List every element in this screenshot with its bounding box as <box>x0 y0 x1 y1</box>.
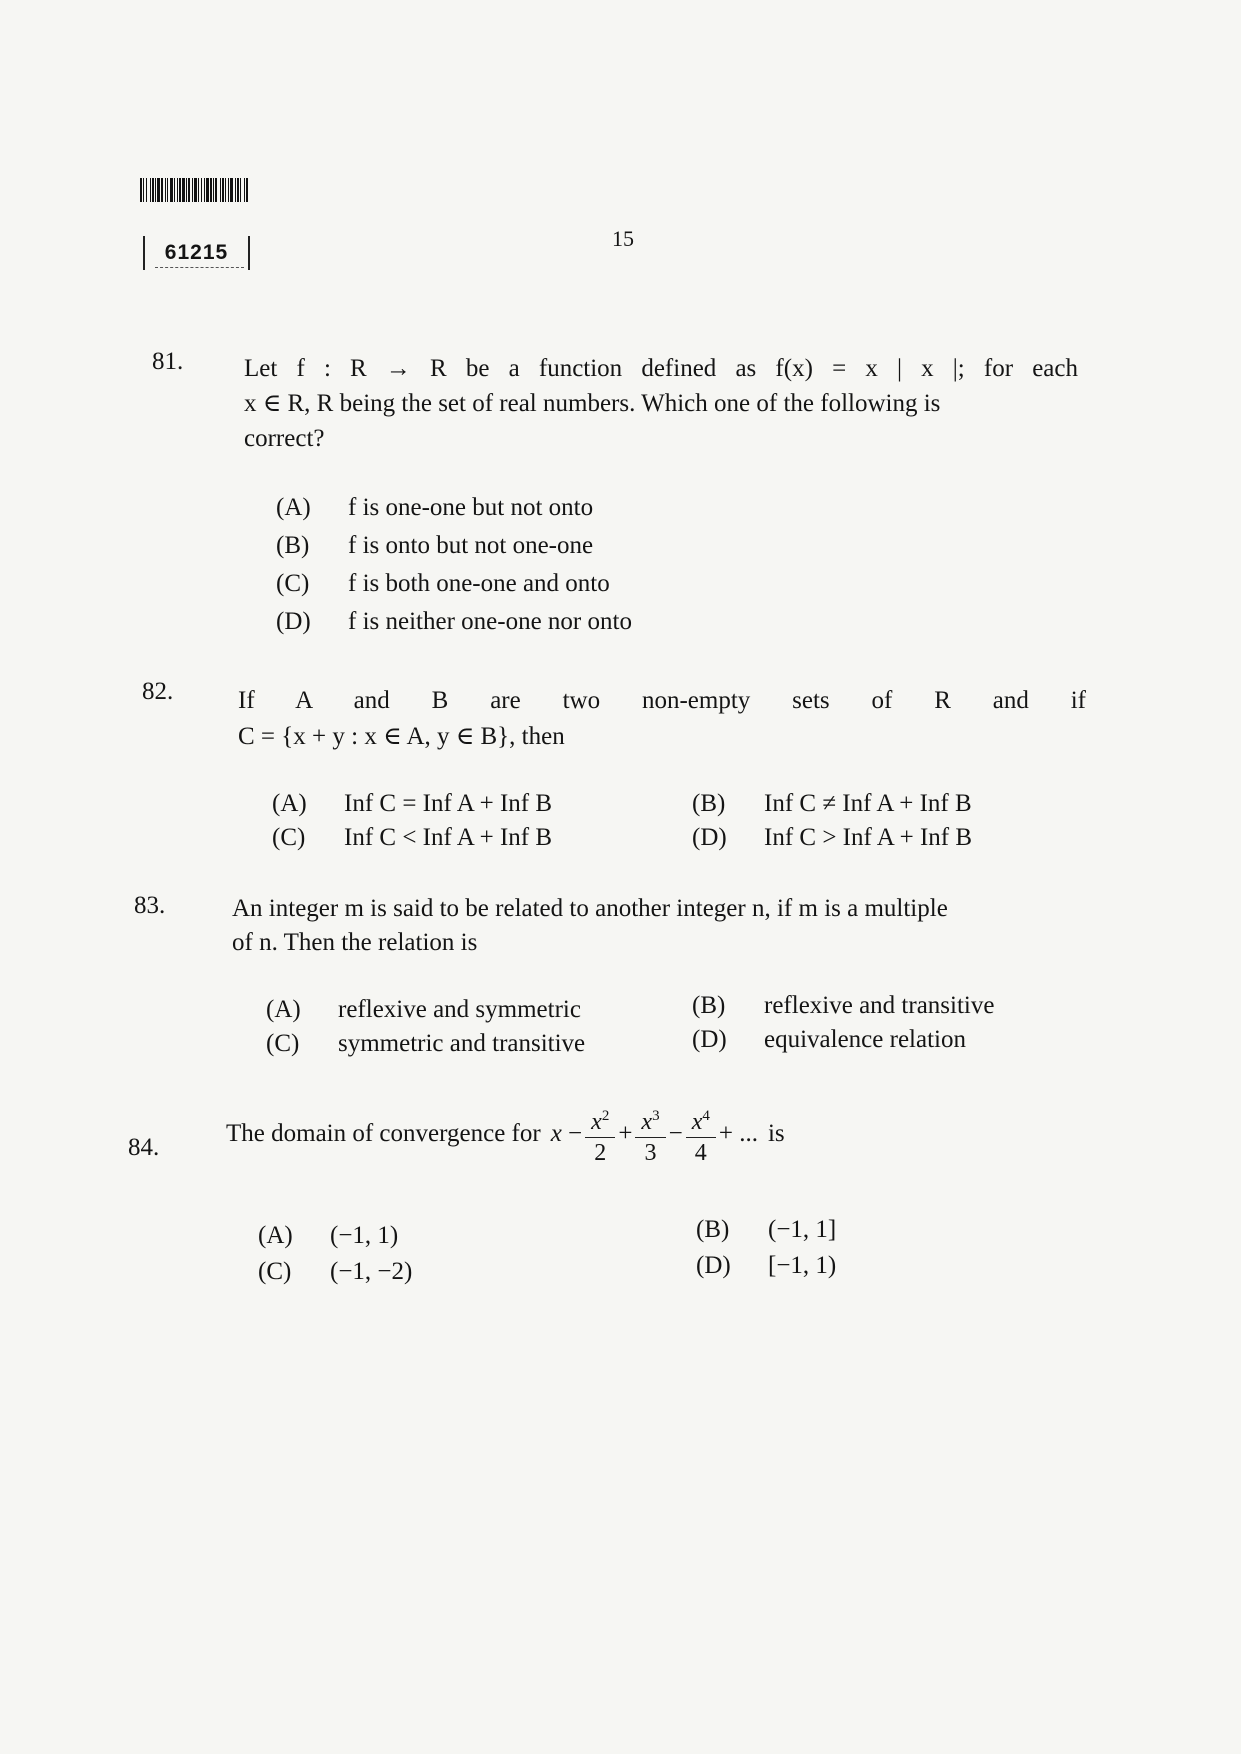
option-text: Inf C < Inf A + Inf B <box>344 824 553 851</box>
option-label: (D) <box>692 824 727 851</box>
option-text: Inf C = Inf A + Inf B <box>344 790 553 817</box>
option-label: (B) <box>692 790 726 817</box>
question-81-option-b <box>276 532 593 560</box>
option-text: equivalence relation <box>764 1026 966 1053</box>
option-label: (D) <box>692 1026 727 1053</box>
option-text: symmetric and transitive <box>338 1030 586 1057</box>
question-83-option-b <box>692 992 994 1020</box>
question-82-option-a <box>272 790 552 818</box>
question-82-option-b <box>692 790 972 818</box>
option-text: reflexive and transitive <box>764 992 995 1019</box>
option-text: (−1, 1] <box>768 1216 837 1243</box>
question-84-stem-prefix: The domain of convergence for <box>226 1120 541 1147</box>
option-label: (B) <box>696 1216 730 1243</box>
question-83-stem-line-2: of n. Then the relation is <box>232 929 478 956</box>
option-text: f is onto but not one-one <box>348 532 594 559</box>
question-81-stem-line-3: correct? <box>244 425 325 452</box>
option-text: [−1, 1) <box>768 1252 837 1279</box>
option-text: (−1, −2) <box>330 1258 413 1285</box>
question-82-stem-line-2: C = {x + y : x ∈ A, y ∈ B}, then <box>238 723 565 750</box>
series-term-2: $\frac{x^2}{2}$ <box>585 1101 615 1168</box>
series-term-4: $\frac{x^4}{4}$ <box>686 1101 716 1168</box>
question-81-stem-line-1: Let f : R → R be a function defined as f(x) = x | x |; for each <box>244 355 1078 382</box>
option-label: (A) <box>266 996 301 1023</box>
question-83-stem-line-1: An integer m is said to be related to another integer n, if m is a multiple <box>232 895 948 922</box>
question-84-suffix: is <box>767 1120 785 1147</box>
question-82-stem-line-1: If A and B are two non-empty sets of R and if <box>238 687 1086 714</box>
question-84-option-a <box>258 1222 398 1250</box>
option-label: (A) <box>258 1222 293 1249</box>
option-label: (D) <box>276 608 311 635</box>
option-label: (C) <box>272 824 306 851</box>
series-tail: + ... <box>718 1120 758 1147</box>
question-84-stem: The domain of convergence for x − $\frac{x^2}{2}$ + $\frac{x^3}{3}$ − $\frac{x^4}{4}$ + ... is <box>226 1092 785 1176</box>
option-text: reflexive and symmetric <box>338 996 581 1023</box>
question-84-option-c <box>258 1258 412 1286</box>
option-label: (C) <box>258 1258 292 1285</box>
question-81-stem-line-2: x ∈ R, R being the set of real numbers. Which one of the following is <box>244 390 941 417</box>
option-text: f is neither one-one nor onto <box>348 608 632 635</box>
question-81-option-d <box>276 608 632 636</box>
option-label: (A) <box>272 790 307 817</box>
option-label: (C) <box>266 1030 300 1057</box>
barcode <box>140 178 249 202</box>
page-number: 15 <box>612 226 634 251</box>
question-81-option-c <box>276 570 610 598</box>
question-83-option-a <box>266 996 581 1024</box>
question-84-option-d <box>696 1252 836 1280</box>
option-label: (D) <box>696 1252 731 1279</box>
question-83-option-c <box>266 1030 585 1058</box>
option-text: Inf C ≠ Inf A + Inf B <box>764 790 972 817</box>
option-text: f is one-one but not onto <box>348 494 594 521</box>
paper-code-box: 61215 <box>143 236 250 270</box>
option-text: f is both one-one and onto <box>348 570 610 597</box>
question-81-number: 81. <box>152 348 184 375</box>
question-82-option-c <box>272 824 552 852</box>
question-83-option-d <box>692 1026 966 1054</box>
question-82-option-d <box>692 824 972 852</box>
option-label: (B) <box>692 992 726 1019</box>
question-84-option-b <box>696 1216 836 1244</box>
option-label: (A) <box>276 494 311 521</box>
question-82-number: 82. <box>142 678 174 705</box>
series-term-3: $\frac{x^3}{3}$ <box>635 1101 665 1168</box>
option-label: (B) <box>276 532 310 559</box>
series-x: x <box>550 1120 562 1147</box>
question-81-option-a <box>276 494 593 522</box>
option-text: Inf C > Inf A + Inf B <box>764 824 973 851</box>
question-84-number: 84. <box>128 1134 160 1161</box>
option-label: (C) <box>276 570 310 597</box>
option-text: (−1, 1) <box>330 1222 399 1249</box>
question-83-number: 83. <box>134 892 166 919</box>
